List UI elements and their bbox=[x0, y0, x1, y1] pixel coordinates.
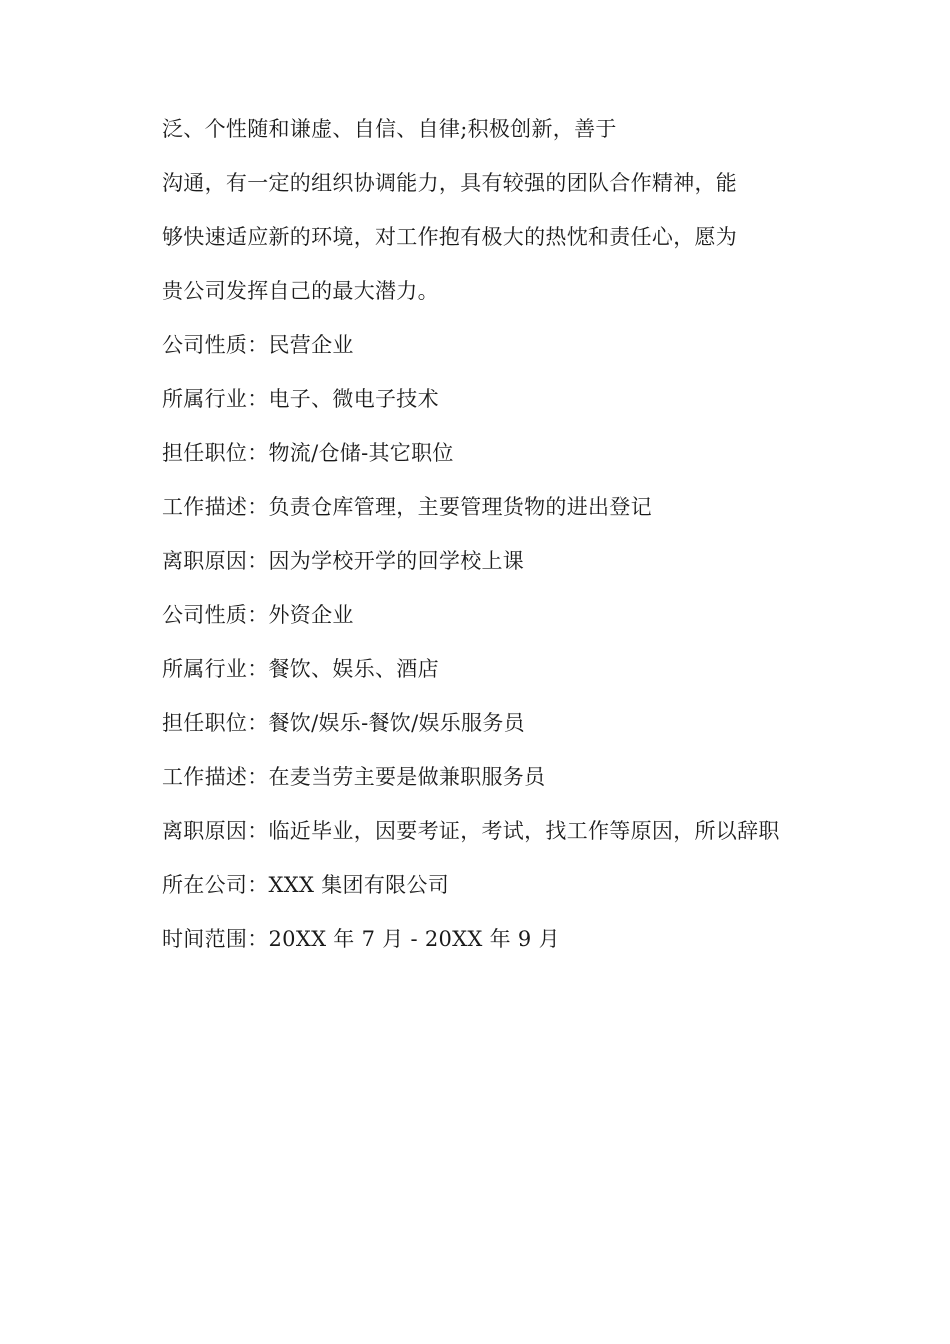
job2-industry: 所属行业：餐饮、娱乐、酒店 bbox=[162, 657, 439, 681]
document-body bbox=[162, 108, 882, 972]
job2-leave-reason: 离职原因：临近毕业，因要考证，考试，找工作等原因，所以辞职 bbox=[162, 819, 780, 843]
job1-description: 工作描述：负责仓库管理，主要管理货物的进出登记 bbox=[162, 495, 652, 519]
job1-industry: 所属行业：电子、微电子技术 bbox=[162, 387, 439, 411]
job1-leave-reason: 离职原因：因为学校开学的回学校上课 bbox=[162, 549, 525, 573]
job1-company-type: 公司性质：民营企业 bbox=[162, 333, 354, 357]
job2-position: 担任职位：餐饮/娱乐-餐饮/娱乐服务员 bbox=[162, 711, 525, 735]
self-evaluation-line-4: 贵公司发挥自己的最大潜力。 bbox=[162, 279, 439, 303]
job2-description: 工作描述：在麦当劳主要是做兼职服务员 bbox=[162, 765, 546, 789]
job3-company: 所在公司：XXX 集团有限公司 bbox=[162, 873, 450, 897]
self-evaluation-line-3: 够快速适应新的环境，对工作抱有极大的热忱和责任心，愿为 bbox=[162, 225, 738, 249]
job3-time-range: 时间范围：20XX 年 7 月 - 20XX 年 9 月 bbox=[162, 927, 560, 951]
self-evaluation-line-1: 泛、个性随和谦虚、自信、自律;积极创新，善于 bbox=[162, 117, 617, 141]
job1-position: 担任职位：物流/仓储-其它职位 bbox=[162, 441, 454, 465]
job2-company-type: 公司性质：外资企业 bbox=[162, 603, 354, 627]
self-evaluation-line-2: 沟通，有一定的组织协调能力，具有较强的团队合作精神，能 bbox=[162, 171, 738, 195]
